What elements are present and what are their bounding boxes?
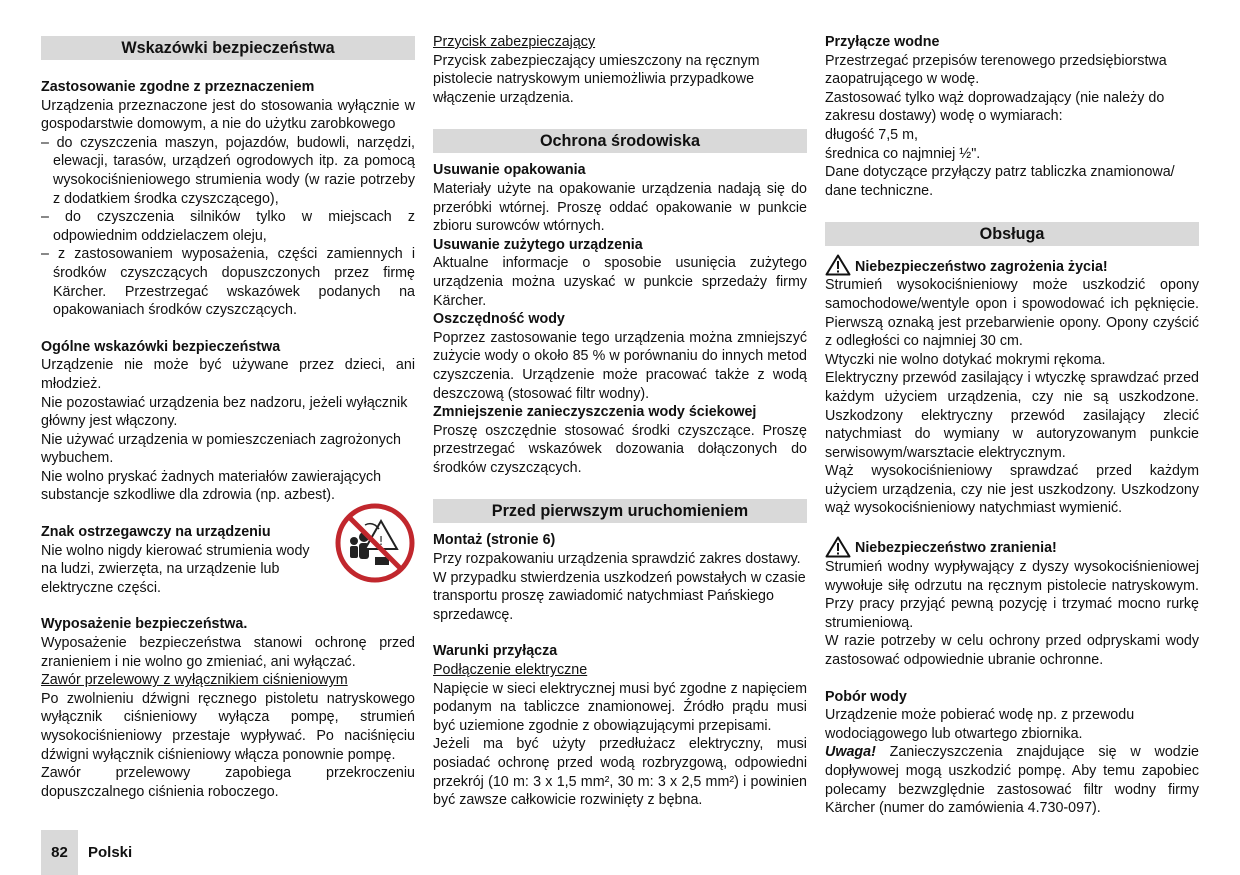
water-connection-text: Przestrzegać przepisów terenowego przedsiębiorstwa zaopatrującego w wodę. bbox=[825, 52, 1167, 88]
general-safety-text: Nie wolno pryskać żadnych materiałów zawierających substancje szkodliwe dla zdrowia (np. azbest). bbox=[41, 468, 382, 504]
wastewater-text: Proszę oszczędnie stosować środki czyszczące. Proszę przestrzegać wskazówek dozowania dołączonych do środków czyszczących. bbox=[433, 422, 807, 476]
general-safety-text: Nie pozostawiać urządzenia bez nadzoru, jeżeli wyłącznik główny jest włączony. bbox=[41, 394, 408, 430]
disposal-text: Aktualne informacje o sposobie usunięcia zużytego urządzenia można uzyskać w punkcie sprzedaży firmy Kärcher. bbox=[433, 255, 807, 309]
danger-life-text: Strumień wysokociśnieniowy może uszkodzić opony samochodowe/wentyle opon i spowodować ich pęknięcie. Pierwszą oznaką jest przebarwienie opony. Opony czyścić z odległości co najmniej 30 cm. bbox=[825, 277, 1199, 350]
heading-packaging: Usuwanie opakowania bbox=[433, 162, 586, 179]
water-connection-text: Dane dotyczące przyłączy patrz tabliczka znamionowa/ dane techniczne. bbox=[825, 164, 1175, 199]
danger-life-text: Wtyczki nie wolno dotykać mokrymi rękoma. bbox=[825, 351, 1106, 368]
electrical-text: Jeżeli ma być użyty przedłużacz elektryczny, musi posiadać ochronę przed wodą rozbryzgową, odpowiedni przekrój (10 m: 3 x 1,5 mm², 30 m: 3 x 2,5 mm²) i powinien być zawsze całkowicie rozwinięty z bębna. bbox=[433, 736, 807, 809]
intended-use-item: – do czyszczenia silników tylko w miejscach z odpowiednim oddzielaczem oleju, bbox=[41, 209, 415, 244]
electrical-text: Napięcie w sieci elektrycznej musi być zgodne z napięciem podanym na tabliczce znamionowej. Źródło prądu musi być uziemione zgodnie z obowiązującymi przepisami. bbox=[433, 680, 807, 734]
subheading-electrical: Podłączenie elektryczne bbox=[433, 662, 588, 679]
intended-use-item: – do czyszczenia maszyn, pojazdów, budowli, narzędzi, elewacji, tarasów, urządzeń ogrodowych itp. za pomocą wysokociśnieniowego strumienia wody (w razie potrzeby z dodatkiem środka czyszczącego), bbox=[41, 134, 415, 207]
heading-disposal: Usuwanie zużytego urządzenia bbox=[433, 236, 643, 253]
heading-warning-sign: Znak ostrzegawczy na urządzeniu bbox=[41, 524, 271, 541]
heading-general-safety: Ogólne wskazówki bezpieczeństwa bbox=[41, 338, 281, 355]
general-safety-text: Urządzenie nie może być używane przez dzieci, ani młodzież. bbox=[41, 357, 415, 392]
mounting-text: Przy rozpakowaniu urządzenia sprawdzić zakres dostawy. W przypadku stwierdzenia uszkodzeń powstałych w czasie transportu proszę zawiadomić natychmiast Pańskiego sprzedawcę. bbox=[433, 551, 806, 623]
warning-sign-text: Nie wolno nigdy kierować strumienia wody na ludzi, zwierzęta, na urządzenie lub elektryczne części. bbox=[41, 542, 310, 596]
heading-water-intake: Pobór wody bbox=[825, 688, 907, 705]
note-text: Zanieczyszczenia znajdujące się w wodzie dopływowej mogą uszkodzić pompę. Aby temu zapobiec polecamy bezwzględnie zastosować filtr wodny firmy Kärcher (numer do zamówienia 4.730-097). bbox=[825, 744, 1199, 817]
heading-mounting: Montaż (stronie 6) bbox=[433, 532, 556, 549]
section-band-environment: Ochrona środowiska bbox=[433, 129, 807, 153]
heading-danger-injury: Niebezpieczeństwo zranienia! bbox=[855, 540, 1057, 557]
column-middle bbox=[433, 33, 807, 810]
heading-water-connection: Przyłącze wodne bbox=[825, 34, 940, 50]
page-footer bbox=[41, 830, 132, 875]
language-label: Polski bbox=[88, 844, 133, 861]
svg-text:!: ! bbox=[378, 534, 384, 549]
section-band-first-use: Przed pierwszym uruchomieniem bbox=[433, 499, 807, 523]
safety-button-text: Przycisk zabezpieczający umieszczony na ręcznym pistolecie natryskowym uniemożliwia przypadkowe włączenie urządzenia. bbox=[433, 52, 760, 106]
subheading-safety-button: Przycisk zabezpieczający bbox=[433, 34, 596, 50]
water-connection-text: długość 7,5 m, bbox=[825, 126, 918, 143]
danger-injury-text: W razie potrzeby w celu ochrony przed odpryskami wody zastosować odpowiednie ubranie ochronne. bbox=[825, 633, 1199, 669]
water-intake-note bbox=[825, 743, 1199, 817]
water-saving-text: Poprzez zastosowanie tego urządzenia można zmniejszyć zużycie wody o około 85 % w porównaniu do innych metod czyszczenia. Urządzenie może pracować także z wodą deszczową (stosować filtr wodny). bbox=[433, 329, 807, 402]
water-intake-text: Urządzenie może pobierać wodę np. z przewodu wodociągowego lub otwartego zbiornika. bbox=[825, 707, 1135, 742]
overflow-valve-text: Zawór przelewowy zapobiega przekroczeniu dopuszczalnego ciśnienia roboczego. bbox=[41, 765, 415, 800]
no-spray-warning-icon bbox=[335, 503, 415, 583]
water-connection-text: Zastosować tylko wąż doprowadzający (nie należy do zakresu dostawy) wodę o wymiarach: bbox=[825, 89, 1165, 125]
danger-life-text: Elektryczny przewód zasilający i wtyczkę sprawdzać przed każdym użyciem urządzenia, czy nie są uszkodzone. Uszkodzony elektryczny przewód zasilający zlecić natychmiast do wymiany w autoryzowanym punkcie serwisowym/warsztacie elektrycznym. bbox=[825, 370, 1199, 461]
safety-equipment-text: Wyposażenie bezpieczeństwa stanowi ochronę przed zranieniem i nie wolno go zmieniać, ani wyłączać. bbox=[41, 635, 415, 670]
column-right bbox=[825, 33, 1199, 818]
column-left bbox=[41, 33, 415, 801]
danger-injury-text: Strumień wodny wypływający z dyszy wysokociśnieniowej wywołuje siłę odrzutu na ręcznym pistolecie natryskowym. Przy pracy przyjąć pewną pozycję i trzymać mocno rurkę strumieniową. bbox=[825, 559, 1199, 631]
general-safety-text: Nie używać urządzenia w pomieszczeniach zagrożonych wybuchem. bbox=[41, 431, 401, 467]
intended-use-intro: Urządzenia przeznaczone jest do stosowania wyłącznie w gospodarstwie domowym, a nie do użytku zarobkowego bbox=[41, 97, 415, 133]
overflow-valve-text: Po zwolnieniu dźwigni ręcznego pistoletu natryskowego wyłącznik ciśnieniowy wyłącza pompę, strumień wysokociśnieniowy przestaje wypływać. Po naciśnięciu dźwigni wyłącznik ciśnieniowy włącza ponownie pompę. bbox=[41, 690, 415, 763]
heading-safety-equipment: Wyposażenie bezpieczeństwa. bbox=[41, 616, 248, 633]
water-connection-text: średnica co najmniej ½". bbox=[825, 145, 981, 162]
section-band-operation: Obsługa bbox=[825, 222, 1199, 246]
heading-connection: Warunki przyłącza bbox=[433, 643, 558, 660]
heading-danger-life: Niebezpieczeństwo zagrożenia życia! bbox=[855, 258, 1108, 275]
packaging-text: Materiały użyte na opakowanie urządzenia nadają się do przeróbki wtórnej. Proszę oddać opakowanie w punkcie zbioru surowców wtórnych. bbox=[433, 180, 807, 235]
warning-sign-section bbox=[41, 523, 415, 597]
note-emphasis: Uwaga! bbox=[825, 744, 876, 761]
section-band-safety: Wskazówki bezpieczeństwa bbox=[41, 36, 415, 60]
heading-water-saving: Oszczędność wody bbox=[433, 311, 565, 328]
warning-triangle-icon bbox=[825, 254, 851, 276]
danger-life-text: Wąż wysokociśnieniowy sprawdzać przed każdym użyciem urządzenia, czy nie jest uszkodzony. Uszkodzony wąż wysokociśnieniowy natychmiast wymienić. bbox=[825, 463, 1199, 517]
page-number: 82 bbox=[41, 830, 78, 875]
heading-wastewater: Zmniejszenie zanieczyszczenia wody ściekowej bbox=[433, 404, 757, 421]
intended-use-item: – z zastosowaniem wyposażenia, części zamiennych i środków czyszczących dopuszczonych przez firmę Kärcher. Przestrzegać wskazówek podanych na opakowaniach środków czyszczących. bbox=[41, 246, 415, 319]
subheading-overflow-valve: Zawór przelewowy z wyłącznikiem ciśnieniowym bbox=[41, 672, 348, 689]
heading-intended-use: Zastosowanie zgodne z przeznaczeniem bbox=[41, 79, 315, 95]
warning-triangle-icon bbox=[825, 536, 851, 558]
